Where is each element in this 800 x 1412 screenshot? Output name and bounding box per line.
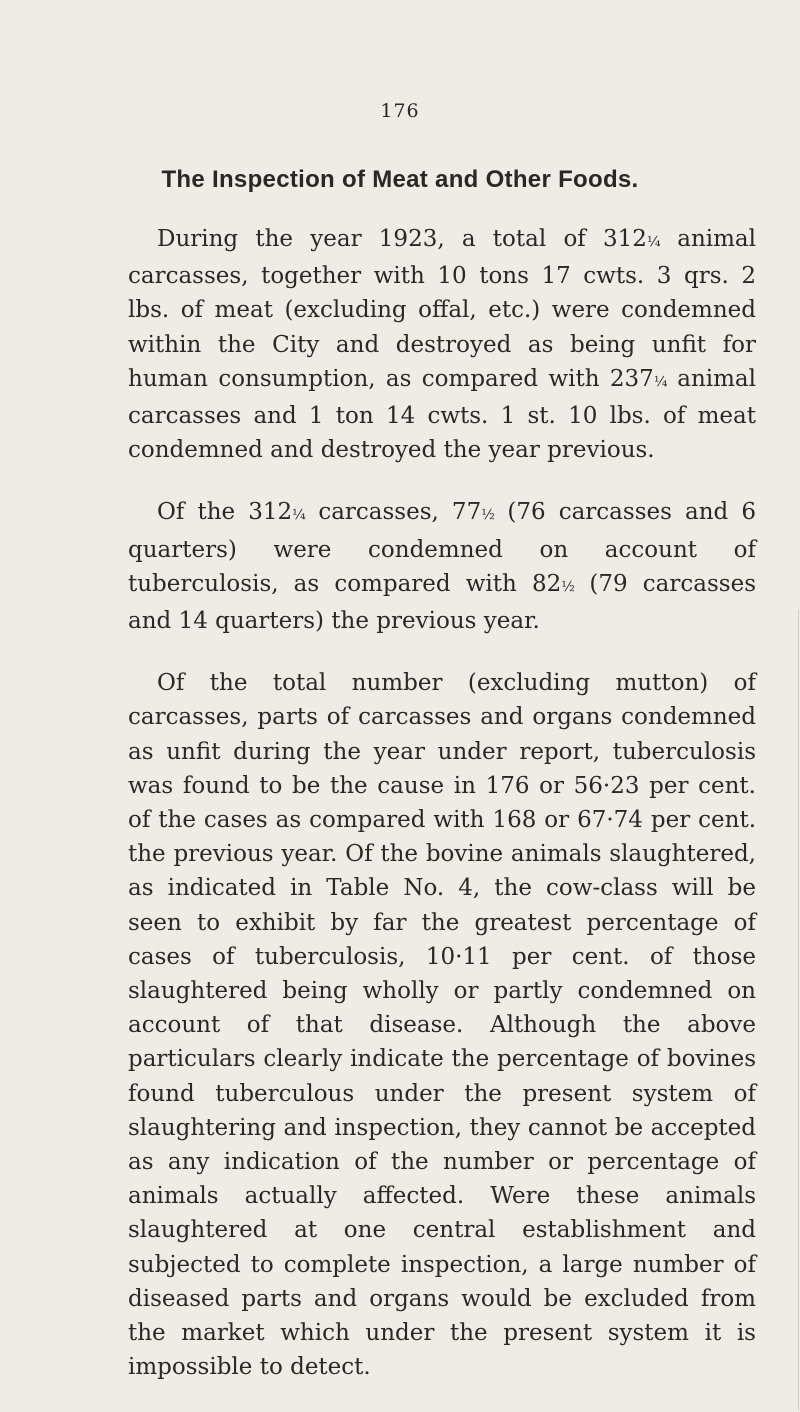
text-run: Of the total number (excluding mutton) of carcasses, parts of carcasses and organs condemned as unfit during the year under report, tuberculosis was found to be the cause in 176 or 56·23 per cent. of the cases as compared with 168 or 67·74 per cent. the previous year. Of the bovine animals slaughtered, as indicated in Table No. 4, the cow-class will be seen to exhibit by far the greatest percentage of cases of tuberculosis, 10·11 per cent. of those slaughtered being wholly or partly condemned on account of that disease. Although the above particulars clearly indicate the percentage of bovines found tuberculous under the present system of slaughtering and inspection, they cannot be accepted as any indication of the number or percentage of animals actually affected. Were these animals slaughtered at one central establishment and subjected to complete inspection, a large number of diseased parts and organs would be excluded from the market which under the present system it is impossible to detect. bbox=[128, 670, 756, 1381]
fraction: ¼ bbox=[646, 234, 661, 250]
fraction: ½ bbox=[481, 507, 495, 524]
body-text bbox=[128, 222, 756, 1385]
fraction: ½ bbox=[561, 578, 575, 595]
page-edge-shadow bbox=[798, 610, 799, 1410]
text-run: (76 carcasses and 6 quarters) were condemned on account of tuberculosis, as compared with 82 bbox=[128, 499, 756, 597]
fraction: ¼ bbox=[292, 507, 306, 524]
section-heading: The Inspection of Meat and Other Foods. bbox=[161, 166, 639, 193]
paragraph-1 bbox=[128, 222, 756, 467]
text-run: (79 carcasses and 14 quarters) the previous year. bbox=[128, 570, 756, 635]
paragraph-2 bbox=[128, 495, 756, 638]
fraction: ¼ bbox=[653, 373, 667, 390]
text-run: During the year 1923, a total of 312 bbox=[157, 226, 647, 252]
paragraph-3 bbox=[128, 666, 756, 1384]
text-run: animal carcasses and 1 ton 14 cwts. 1 st. 10 lbs. of meat condemned and destroyed the year previous. bbox=[128, 365, 757, 464]
text-run: carcasses, 77 bbox=[305, 499, 482, 526]
text-run: animal carcasses, together with 10 tons 17 cwts. 3 qrs. 2 lbs. of meat (excluding offal, etc.) were condemned within the City and destroyed as being unfit for human consumption, as compared with 237 bbox=[128, 226, 757, 392]
text-run: Of the 312 bbox=[157, 499, 293, 526]
page-number: 176 bbox=[380, 100, 420, 122]
